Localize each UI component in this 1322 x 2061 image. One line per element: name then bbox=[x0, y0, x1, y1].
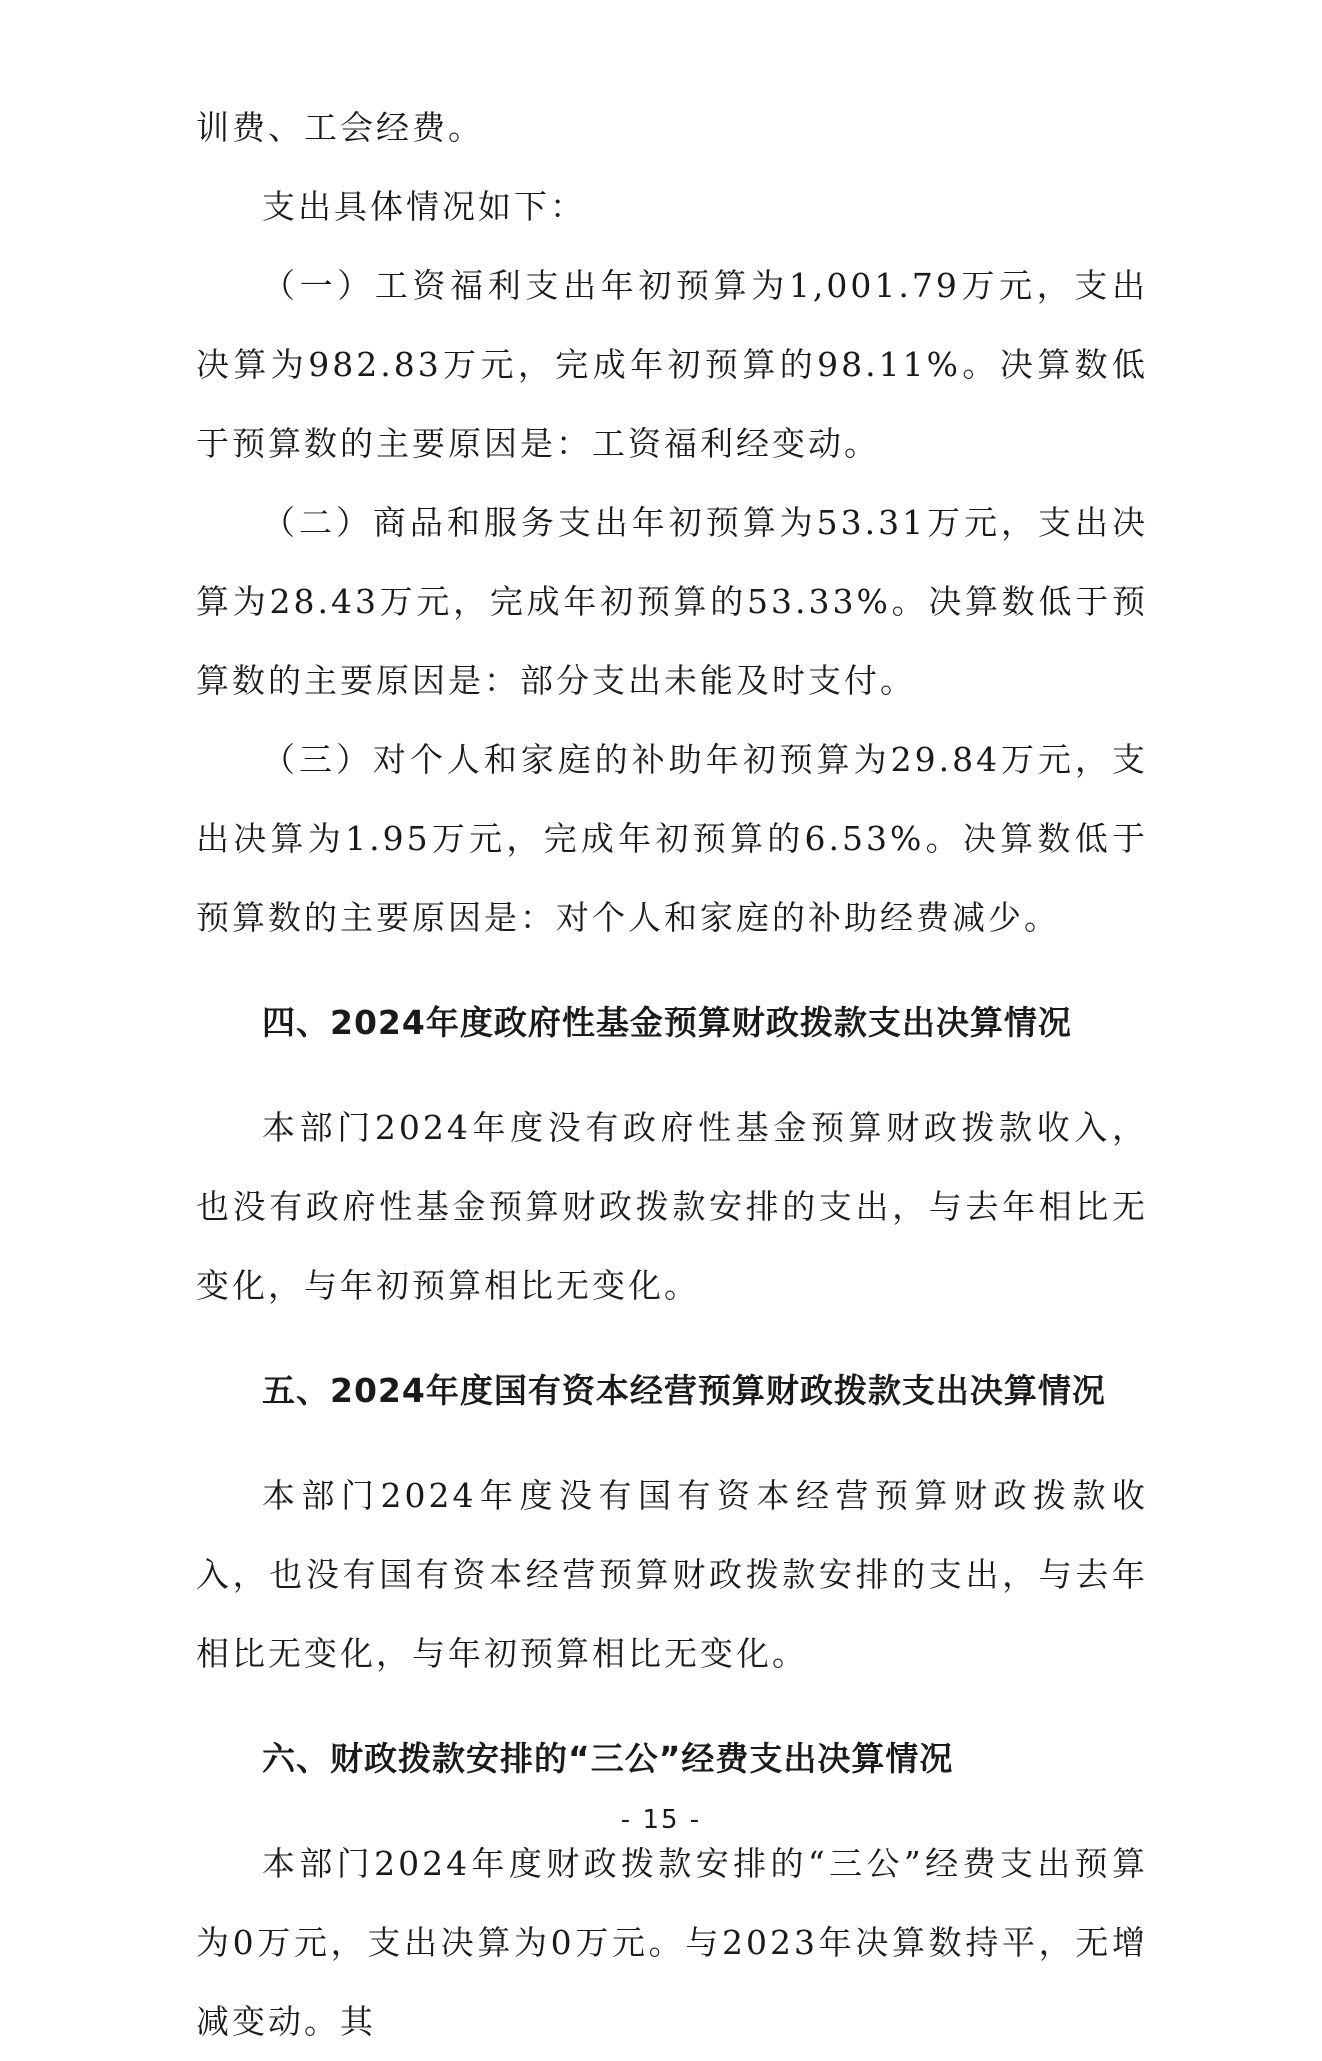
paragraph-goods-services: （二）商品和服务支出年初预算为53.31万元，支出决算为28.43万元，完成年初预算的53.33%。决算数低于预算数的主要原因是：部分支出未能及时支付。 bbox=[196, 503, 1148, 700]
paragraph-three-public-expenses: 本部门2024年度财政拨款安排的“三公”经费支出预算为0万元，支出决算为0万元。与2023年决算数持平，无增减变动。其 bbox=[196, 1844, 1148, 2041]
section-heading-government-fund: 四、2024年度政府性基金预算财政拨款支出决算情况 bbox=[262, 1003, 1072, 1042]
paragraph-government-fund: 本部门2024年度没有政府性基金预算财政拨款收入，也没有政府性基金预算财政拨款安排的支出，与去年相比无变化，与年初预算相比无变化。 bbox=[196, 1108, 1148, 1305]
paragraph-salary-welfare: （一）工资福利支出年初预算为1,001.79万元，支出决算为982.83万元，完成年初预算的98.11%。决算数低于预算数的主要原因是：工资福利经变动。 bbox=[196, 266, 1148, 463]
paragraph-expenditure-intro: 支出具体情况如下： bbox=[262, 187, 586, 226]
section-heading-three-public-expenses: 六、财政拨款安排的“三公”经费支出决算情况 bbox=[262, 1739, 954, 1778]
paragraph-individual-family-subsidy: （三）对个人和家庭的补助年初预算为29.84万元，支出决算为1.95万元，完成年初预算的6.53%。决算数低于预算数的主要原因是：对个人和家庭的补助经费减少。 bbox=[196, 740, 1148, 937]
section-heading-state-capital: 五、2024年度国有资本经营预算财政拨款支出决算情况 bbox=[262, 1371, 1106, 1410]
paragraph-continuation: 训费、工会经费。 bbox=[196, 108, 484, 147]
paragraph-state-capital: 本部门2024年度没有国有资本经营预算财政拨款收入，也没有国有资本经营预算财政拨款安排的支出，与去年相比无变化，与年初预算相比无变化。 bbox=[196, 1476, 1148, 1673]
page-number: - 15 - bbox=[620, 1805, 702, 1835]
document-body bbox=[196, 88, 1148, 2061]
